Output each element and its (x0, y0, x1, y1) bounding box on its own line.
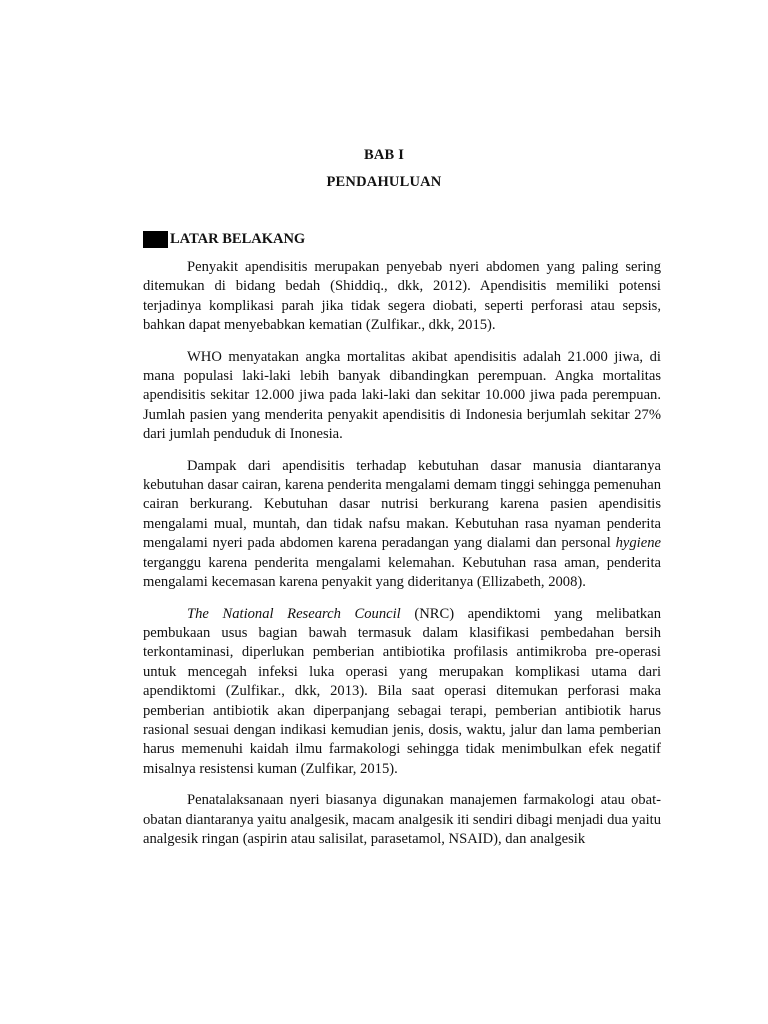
paragraph-text: Penatalaksanaan nyeri biasanya digunakan manajemen farmakologi atau obat-obatan diantaranya yaitu analgesik, macam analgesik iti sendiri dibagi menjadi dua yaitu analgesik ringan (aspirin atau salisilat, parasetamol, NSAID), dan analgesik (143, 792, 661, 847)
paragraph (143, 258, 661, 336)
paragraph (143, 457, 661, 593)
paragraph-text: Dampak dari apendisitis terhadap kebutuhan dasar manusia diantaranya kebutuhan dasar cairan, karena penderita mengalami demam tinggi sehingga pemenuhan cairan berkurang. Kebutuhan dasar nutrisi berkurang karena pasien apendisitis mengalami mual, muntah, dan tidak nafsu makan. Kebutuhan rasa nyaman penderita mengalami nyeri pada abdomen karena peradangan yang dialami dan personal (143, 457, 661, 552)
paragraph-text: Penyakit apendisitis merupakan penyebab nyeri abdomen yang paling sering ditemukan di bidang bedah (Shiddiq., dkk, 2012). Apendisitis memiliki potensi terjadinya komplikasi parah jika tidak segera diobati, seperti perforasi atau sepsis, bahkan dapat menyebabkan kematian (Zulfikar., dkk, 2015). (143, 259, 661, 334)
redaction-mark (143, 231, 168, 248)
italic-term: The National Research Council (187, 605, 401, 622)
paragraph (143, 348, 661, 445)
paragraph-text: (NRC) apendiktomi yang melibatkan pembukaan usus bagian bawah termasuk dalam klasifikasi pembedahan bersih terkontaminasi, diperlukan pemberian antibiotika profilasis antimikroba pre-operasi untuk mencegah infeksi luka operasi yang merupakan komplikasi utama dari apendiktomi (Zulfikar., dkk, 2013). Bila saat operasi ditemukan perforasi maka pemberian antibiotik akan diperpanjang sebagai terapi, pemberian antibiotik harus rasional sesuai dengan indikasi kemudian jenis, dosis, waktu, jalur dan lama pemberian harus memenuhi kaidah ilmu farmakologi sehingga tidak menimbulkan efek negatif misalnya resistensi kuman (Zulfikar, 2015). (143, 605, 662, 777)
paragraph (143, 791, 661, 849)
body-text (143, 258, 661, 861)
italic-term: hygiene (615, 535, 661, 552)
paragraph-text: WHO menyatakan angka mortalitas akibat apendisitis adalah 21.000 jiwa, di mana populasi laki-laki lebih banyak dibandingkan perempuan. Angka mortalitas apendisitis sekitar 12.000 jiwa pada laki-laki dan sekitar 10.000 jiwa pada perempuan. Jumlah pasien yang menderita penyakit apendisitis di Indonesia berjumlah sekitar 27% dari jumlah penduduk di Inonesia. (143, 348, 661, 443)
chapter-number: BAB I (363, 147, 405, 163)
paragraph-text: terganggu karena penderita mengalami kelemahan. Kebutuhan rasa aman, penderita mengalami kecemasan karena penyakit yang dideritanya (Ellizabeth, 2008). (143, 554, 661, 591)
section-heading (143, 231, 305, 248)
paragraph (143, 605, 661, 780)
section-heading-text: LATAR BELAKANG (170, 231, 306, 247)
chapter-title: PENDAHULUAN (326, 174, 442, 190)
